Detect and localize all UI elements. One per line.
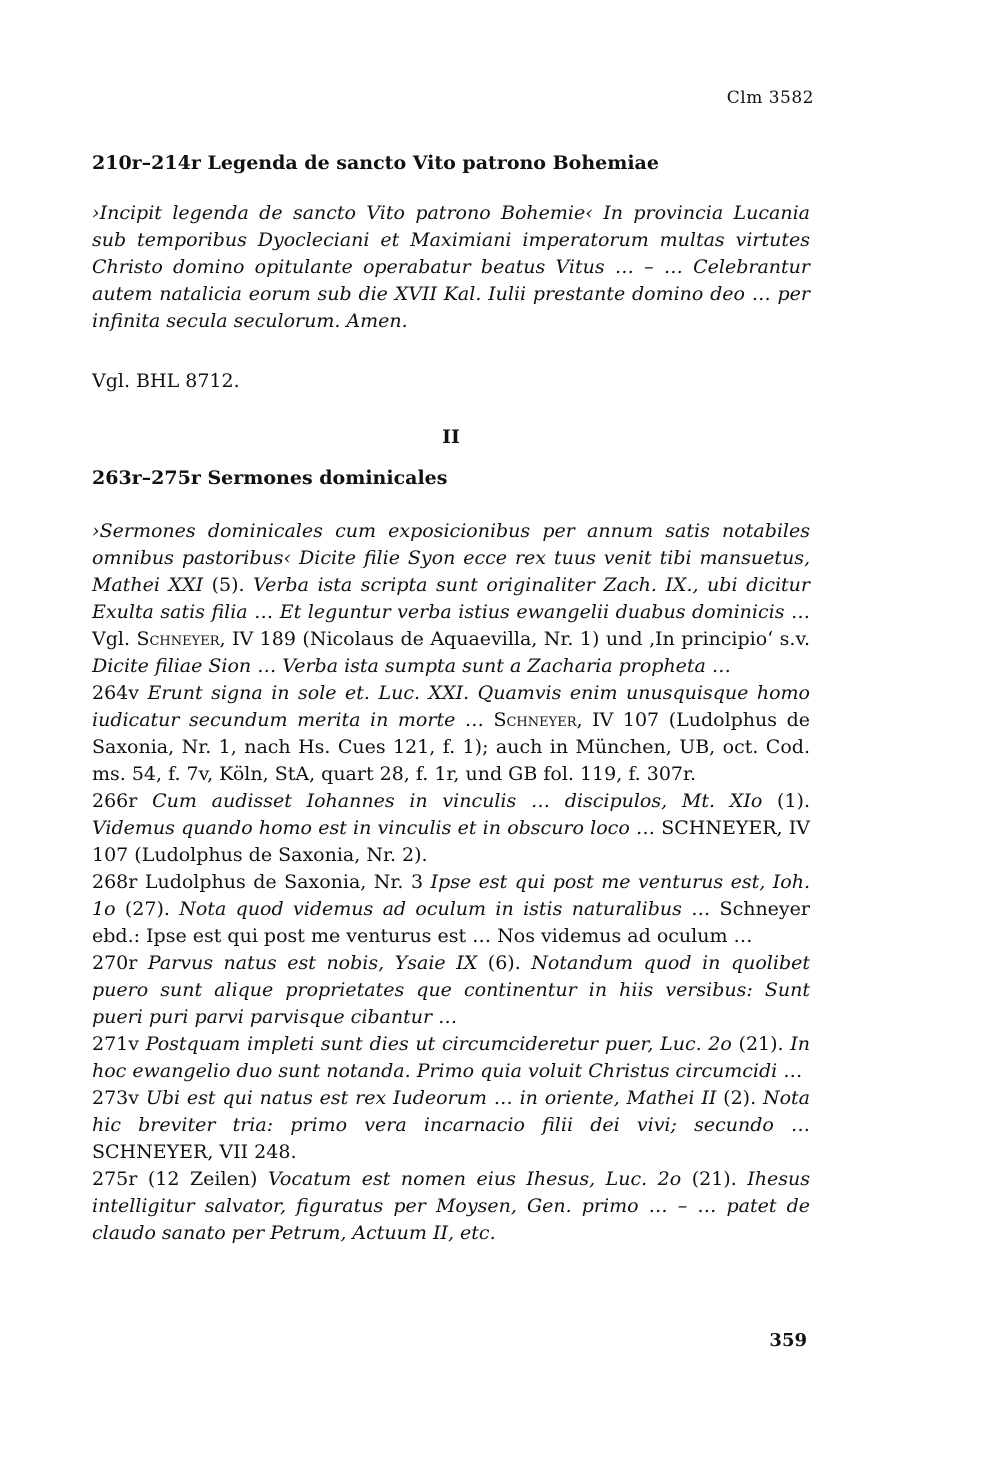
entry-t3: Nota quod videmus ad oculum in istis naturalibus … [179, 898, 711, 920]
sermon-entry [92, 950, 810, 1031]
entry-r1: 270r [92, 952, 148, 974]
sermon-entry [92, 869, 810, 950]
entry-r3: , IV 107 (Ludolphus de Saxonia, Nr. 1, nach Hs. Cues 121, f. 1); auch in München, UB, oct. Cod. ms. 54, f. 7v, Köln, StA, quart 28, f. 1r, und GB fol. 119, f. 307r. [92, 709, 810, 785]
entry-t3: In hoc ewangelio duo sunt notanda. Primo quia voluit Christus circumcidi … [92, 1033, 811, 1082]
entry-t2: Verba ista scripta sunt originaliter Zach. IX., ubi dicitur Exulta satis filia … Et leguntur verba istius ewangelii duabus dominicis … [92, 574, 810, 623]
entry-r2: Vgl. [92, 628, 137, 650]
section-heading-sermones: 263r–275r Sermones dominicales [92, 467, 448, 489]
entry-t2: Vocatum est nomen eius Ihesus, Luc. 2o [267, 1168, 682, 1190]
section-heading-legenda: 210r–214r Legenda de sancto Vito patrono Bohemiae [92, 152, 659, 174]
entry-r2: (2). [716, 1087, 763, 1109]
section-number: II [442, 426, 460, 448]
entry-t3: Ihesus intelligitur salvator, figuratus per Moysen, Gen. primo … – … patet de claudo sanato per Petrum, Actuum II, etc. [92, 1168, 810, 1244]
entry-t1: ›Sermones dominicales cum exposicionibus per annum satis notabiles omnibus pastoribus‹ Dicite filie Syon ecce rex tuus venit tibi mansuetus, Mathei XXI [92, 520, 810, 596]
entry-sc1: Schneyer [493, 709, 577, 731]
entry-t3: Notandum quod in quolibet puero sunt alique proprietates que continentur in hiis versibus: Sunt pueri puri parvi parvisque cibantur … [92, 952, 810, 1028]
entry-r2: (27). [115, 898, 180, 920]
entry-r1: 266r [92, 790, 153, 812]
entry-r1: 268r Ludolphus de Saxonia, Nr. 3 [92, 871, 431, 893]
entry-r2: (21). [681, 1168, 748, 1190]
entry-t3: Videmus quando homo est in vinculis et in obscuro loco … [92, 817, 655, 839]
entry-r1: (5). [203, 574, 254, 596]
entry-r1: 264v [92, 682, 148, 704]
entry-t2: Ubi est qui natus est rex Iudeorum … in oriente, Mathei II [145, 1087, 717, 1109]
sermon-entry [92, 680, 810, 788]
entry-r2: (1). [762, 790, 810, 812]
entry-t3: Nota hic breviter tria: primo vera incarnacio filii dei vivi; secundo … [92, 1087, 810, 1136]
entry-t2: Erunt signa in sole et. Luc. XXI. Quamvis enim unusquisque homo iudicatur secundum merita in morte … [92, 682, 810, 731]
entry-t3: Dicite filiae Sion … Verba ista sumpta sunt a Zacharia propheta … [92, 655, 731, 677]
sermon-entries [92, 518, 810, 1247]
entry-sc1: Schneyer [136, 628, 220, 650]
entry-r4: SCHNEYER, VII 248. [92, 1141, 297, 1163]
entry-r2: (6). [477, 952, 532, 974]
entry-r4: Schneyer ebd.: Ipse est qui post me venturus est … Nos videmus ad oculum … [92, 898, 810, 947]
entry-r1: 273v [92, 1087, 146, 1109]
sermon-entry [92, 1031, 810, 1085]
sermon-entry [92, 1085, 810, 1166]
sermon-entry [92, 788, 810, 869]
entry-t2: Postquam impleti sunt dies ut circumcideretur puer, Luc. 2o [145, 1033, 732, 1055]
bhl-reference: Vgl. BHL 8712. [92, 370, 240, 392]
entry-t2: Parvus natus est nobis, Ysaie IX [147, 952, 478, 974]
running-header-shelfmark: Clm 3582 [726, 88, 814, 108]
sermon-entry [92, 518, 810, 680]
entry-r2: (21). [731, 1033, 791, 1055]
sermon-entry [92, 1166, 810, 1247]
entry-r1: 271v [92, 1033, 146, 1055]
incipit-paragraph: ›Incipit legenda de sancto Vito patrono Bohemie‹ In provincia Lucania sub temporibus Dyocleciani et Maximiani imperatorum multas virtutes Christo domino opitulante operabatur beatus Vitus … – … Celebrantur autem natalicia eorum sub die XVII Kal. Iulii prestante domino deo … per infinita secula seculorum. Amen. [92, 202, 810, 332]
entry-t2: Cum audisset Iohannes in vinculis … discipulos, Mt. XIo [152, 790, 763, 812]
entry-r3: , IV 189 (Nicolaus de Aquaevilla, Nr. 1) und ‚In principio‘ s.v. [219, 628, 810, 650]
entry-r1: 275r (12 Zeilen) [92, 1168, 268, 1190]
entry-r4: SCHNEYER, IV 107 (Ludolphus de Saxonia, Nr. 2). [92, 817, 811, 866]
entry-t2: Ipse est qui post me venturus est, Ioh. 1o [92, 871, 811, 920]
page-number: 359 [769, 1330, 807, 1351]
